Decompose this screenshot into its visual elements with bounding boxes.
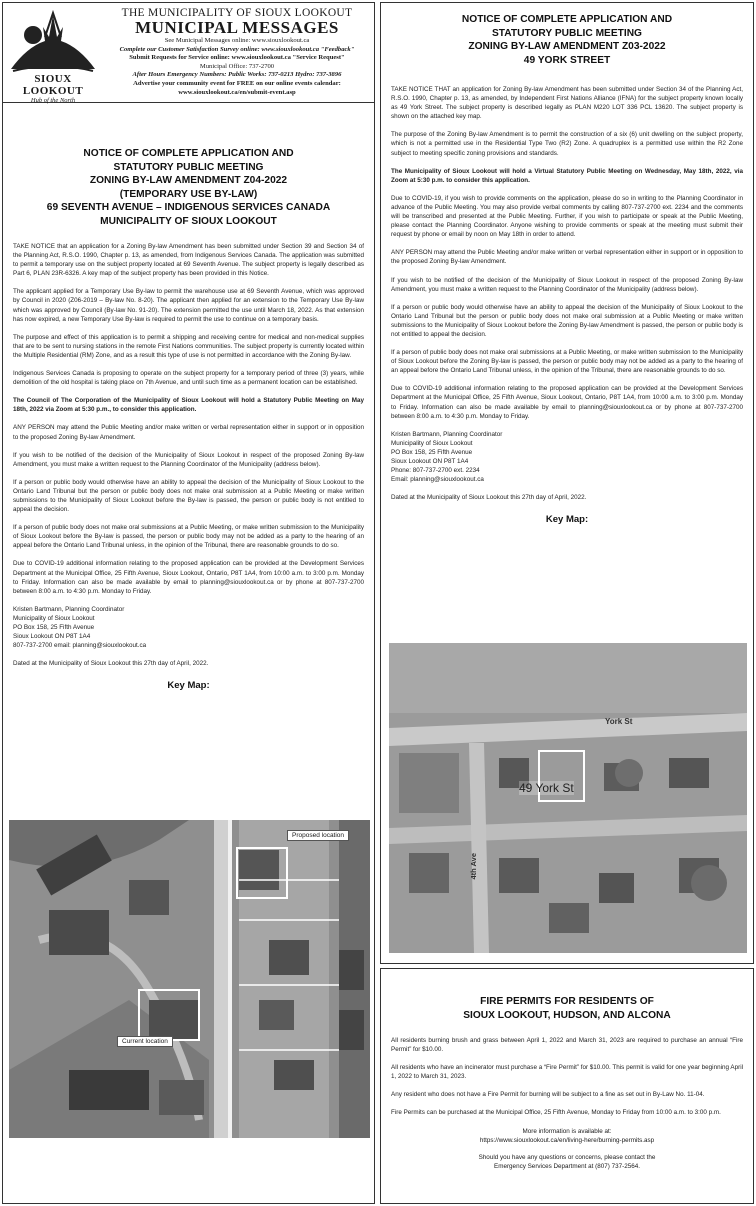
masthead (3, 3, 374, 103)
title-line: NOTICE OF COMPLETE APPLICATION AND (83, 148, 294, 159)
notice-paragraph: The purpose and effect of this application is to permit a shipping and receiving centre for medical and non-medical supplies that are to be sent to nursing stations in the remote First Nations communities. The subject property is currently located within the Multiple Residential (RM) Zone, and as a result this type of use is not permitted in accordance with the Zoning By-law. (13, 333, 364, 359)
notice-paragraph-meeting: The Municipality of Sioux Lookout will hold a Virtual Statutory Public Meeting on Wednesday, May 18th, 2022, via Zoom at 5:30 p.m. to consider this application. (391, 167, 743, 184)
contact-line: Municipality of Sioux Lookout (13, 614, 95, 622)
key-map-title: Key Map: (545, 513, 589, 525)
notice-paragraph: If you wish to be notified of the decision of the Municipality of Sioux Lookout in respect of the proposed Zoning By-law Amendment, you must make a written request to the Planning Coordinator of the Municipality (address below). (391, 276, 743, 293)
masthead-text (103, 7, 371, 97)
masthead-line: After Hours Emergency Numbers: Public Works: 737-0213 Hydro: 737-3896 (132, 71, 342, 79)
contact-line: Email: planning@siouxlookout.ca (391, 475, 484, 483)
notice-paragraph: If a person or public body would otherwise have an ability to appeal the decision of the Municipality of Sioux Lookout to the Ontario Land Tribunal but the person or public body does not make oral submission at a Public Meeting or make written submissions to the Municipality of Sioux Lookout before the By-law is passed, the person or public body is not entitled to appeal the decision. (13, 478, 364, 514)
questions-line: Emergency Services Department at (807) 737-2564. (494, 1162, 640, 1170)
dated-line: Dated at the Municipality of Sioux Lookout this 27th day of April, 2022. (391, 493, 587, 501)
key-map-title: Key Map: (167, 679, 210, 691)
masthead-line: Submit Requests for Service online: www.siouxlookout.ca "Service Request" (129, 54, 345, 62)
current-location-label: Current location (117, 1036, 173, 1047)
notice-paragraph: Due to COVID-19 additional information relating to the proposed application can be provided at the Development Services Department at the Municipal Office, 25 Fifth Avenue, Sioux Lookout, Ontario, P8T 1A4, from 10:00 a.m. to 3:00 p.m. Monday to Friday. Information can also be made available by email to planning@siouxlookout.ca or by phone at 807-737-2700 between 8:00 a.m. to 4:30 p.m. Monday to Friday. (13, 560, 364, 595)
key-map-right (389, 643, 747, 953)
title-line: ZONING BY-LAW AMENDMENT Z04-2022 (89, 175, 288, 186)
notice-paragraph: If a person of public body does not make oral submissions at a Public Meeting, or make written submission to the Municipality of Sioux Lookout before the Zoning By-law is passed, the person or public body may not be added as a party to the hearing of an appeal before the Ontario Land Tribunal unless, in the opinion of the Tribunal, there are reasonable grounds to do so. (391, 349, 743, 375)
masthead-line: Advertise your community event for FREE on our online events calendar: (133, 79, 341, 87)
contact-line: Sioux Lookout ON P8T 1A4 (391, 457, 469, 465)
notice-right (381, 3, 753, 525)
title-line: ZONING BY-LAW AMENDMENT Z03-2022 (468, 41, 666, 52)
questions-line: Should you have any questions or concerns, please contact the (478, 1153, 656, 1161)
title-line: FIRE PERMITS FOR RESIDENTS OF (480, 996, 654, 1007)
title-line: STATUTORY PUBLIC MEETING (113, 161, 264, 173)
title-line: STATUTORY PUBLIC MEETING (492, 27, 642, 39)
fire-permits-notice (380, 968, 754, 1204)
questions-block (391, 1153, 743, 1171)
title-line: 49 YORK STREET (523, 54, 611, 66)
notice-paragraph: Due to COVID-19, if you wish to provide comments on the application, please do so in writing to the Planning Coordinator in advance of the Public Meeting. You may also provide verbal comments by calling 807-737-2700 ext. 2234 and the comments will be transcribed and presented at the Public Meeting. Further, if you wish to participate or speak at the Public Meeting, please contact the Planning Coordinator. Anyone wishing to provide comments or speak at the meeting must submit their request by phone or email by noon on May 18th in order to attend. (391, 194, 743, 239)
proposed-location-label: Proposed location (287, 830, 349, 841)
property-label: 49 York St (519, 781, 574, 795)
notice-paragraph: If you wish to be notified of the decision of the Municipality of Sioux Lookout in respect of the proposed Zoning By-law Amendment, you must make a written request to the Planning Coordinator of the Municipality (address below). (13, 451, 364, 468)
dated-line: Dated at the Municipality of Sioux Lookout this 27th day of April, 2022. (13, 659, 209, 667)
fire-paragraph: All residents burning brush and grass between April 1, 2022 and March 31, 2023 are required to purchase an annual “Fire Permit” for $10.00. (391, 1037, 743, 1054)
notice-paragraph: If a person of public body does not make oral submissions at a Public Meeting, or make written submission to the Municipality of Sioux Lookout before the By-law is passed, the person or public body may not be added as a party to the hearing of an appeal before the Ontario Land Tribunal unless, in the opinion of the Tribunal, there are reasonable grounds to do so. (13, 524, 364, 550)
notice-paragraph: TAKE NOTICE that an application for a Zoning By-law Amendment has been submitted under Section 39 and Section 34 of the Planning Act, R.S.O. 1990, Chapter p. 13, as amended, from Indigenous Services Canada. The application was submitted to permit a temporary use on the subject property located at 69 Seventh Avenue. The subject property is legally described as Part 6, PLAN 23R-6326. A key map of the subject property has been provided in this Notice. (13, 243, 364, 278)
more-info-link[interactable]: https://www.siouxlookout.ca/en/living-here/burning-permits.asp (479, 1136, 655, 1144)
key-map-left (9, 820, 370, 1138)
contact-line: Kristen Bartmann, Planning Coordinator (13, 605, 125, 613)
title-line: 69 SEVENTH AVENUE – INDIGENOUS SERVICES CANADA (46, 202, 331, 213)
title-line: NOTICE OF COMPLETE APPLICATION AND (461, 14, 673, 25)
notice-left (3, 103, 374, 691)
contact-line: Phone: 807-737-2700 ext. 2234 (391, 466, 480, 474)
masthead-title: MUNICIPAL MESSAGES (135, 18, 339, 37)
notice-paragraph: Indigenous Services Canada is proposing to operate on the subject property for a temporary period of three (3) years, while demolition of the old hospital is taking place on 7th Avenue, and until such time as a permanent location can be established. (13, 370, 364, 387)
contact-line: PO Box 158, 25 Fifth Avenue (13, 623, 95, 631)
notice-paragraph: The purpose of the Zoning By-law Amendment is to permit the construction of a six (6) unit dwelling on the subject property, which is not a permitted use in the Residential Type Two (R2) Zone. A quadruplex is a permitted use within the R2 Zone subject to meeting specific zoning provisions and standards. (391, 131, 743, 157)
masthead-top-line: THE MUNICIPALITY OF SIOUX LOOKOUT (121, 7, 353, 19)
logo-name: SIOUX LOOKOUT (22, 73, 84, 97)
masthead-line: Municipal Office: 737-2700 (199, 62, 275, 70)
aerial-map-right (389, 643, 747, 953)
notice-paragraph: ANY PERSON may attend the Public Meeting and/or make written or verbal representation either in support or in opposition to the proposed Zoning By-law Amendment. (13, 424, 364, 441)
contact-block (13, 605, 364, 650)
notice-paragraph: If a person or public body would otherwise have an ability to appeal the decision of the Municipality of Sioux Lookout to the Ontario Land Tribunal but the person or public body does not make oral submission at a Public Meeting or make written submissions to the Municipality of Sioux Lookout before the Zoning By-law Amendment is passed, the person or public body is not entitled to appeal the decision. (391, 303, 743, 338)
notice-paragraph: The applicant applied for a Temporary Use By-law to permit the warehouse use at 69 Seventh Avenue, which was approved by Council in 2020 (Z06-2019 – By-law No. 8-20). The applicant then applied for an extension to the Temporary Use By-law which was approved by Council (By-law No. 91-20). The extension permitted the use until March 18, 2022. As that extension has now expired, a new Temporary Use By-law is required to permit the use to continue on a temporary basis. (13, 288, 364, 323)
more-info-line: More information is available at: (522, 1127, 612, 1135)
left-column (2, 2, 375, 1204)
contact-line: Municipality of Sioux Lookout (391, 439, 473, 447)
logo-text (7, 73, 99, 104)
fire-permits-title (391, 995, 743, 1022)
more-info-block (391, 1127, 743, 1145)
contact-line: Kristen Bartmann, Planning Coordinator (391, 430, 503, 438)
masthead-line: See Municipal Messages online: www.siouxlookout.ca (164, 37, 310, 44)
masthead-line: www.siouxlookout.ca/en/submit-event.asp (178, 88, 296, 96)
title-line: (TEMPORARY USE BY-LAW) (119, 188, 258, 200)
fire-paragraph: Any resident who does not have a Fire Permit for burning will be subject to a fine as set out in By-Law No. 11-04. (391, 1091, 705, 1099)
logo-tagline: Hub of the North (30, 97, 76, 104)
york-st-label: York St (605, 717, 633, 726)
fourth-ave-label: 4th Ave (469, 853, 478, 880)
notice-right-title (391, 13, 743, 67)
fire-paragraph: Fire Permits can be purchased at the Municipal Office, 25 Fifth Avenue, Monday to Friday from 10:00 a.m. to 3:00 p.m. (391, 1109, 721, 1117)
notice-paragraph-meeting: The Council of The Corporation of the Municipality of Sioux Lookout will hold a Statutory Public Meeting on May 18th, 2022 via Zoom at 5:30 p.m., to consider this application. (13, 397, 364, 414)
contact-line: PO Box 158, 25 Fifth Avenue (391, 448, 473, 456)
masthead-line: Complete our Customer Satisfaction Survey online: www.siouxlookout.ca "Feedback" (119, 45, 355, 53)
contact-line: 807-737-2700 email: planning@siouxlookout.ca (13, 641, 147, 649)
title-line: SIOUX LOOKOUT, HUDSON, AND ALCONA (463, 1009, 671, 1021)
title-line: MUNICIPALITY OF SIOUX LOOKOUT (100, 215, 277, 227)
fire-paragraph: All residents who have an incinerator must purchase a “Fire Permit” for $10.00. This permit is valid for one year beginning April 1, 2022 to March 31, 2023. (391, 1064, 743, 1081)
notice-paragraph: Due to COVID-19 additional information relating to the proposed application can be provided at the Development Services Department at the Municipal Office, 25 Fifth Avenue, Sioux Lookout, Ontario, P8T 1A4, from 10:00 a.m. to 3:00 p.m. Monday to Friday. Information can also be made available by email to planning@siouxlookout.ca or by phone at 807-737-2700 between 8:00 a.m. to 4:30 p.m. Monday to Friday. (391, 385, 743, 420)
contact-line: Sioux Lookout ON P8T 1A4 (13, 632, 91, 640)
contact-block (391, 430, 743, 484)
notice-paragraph: TAKE NOTICE THAT an application for Zoning By-law Amendment has been submitted under Section 34 of the Planning Act, R.S.O. 1990, Chapter p. 13, as amended, by Independent First Nations Alliance (IFNA) for the subject property known locally as 49 York Street. The subject property is described legally as PLAN M220 LOT 336 PCL 13620. The subject property is shown on the attached key map. (391, 86, 743, 121)
notice-paragraph: ANY PERSON may attend the Public Meeting and/or make written or verbal representation either in support or in opposition to the proposed Zoning By-law Amendment. (391, 249, 743, 266)
notice-left-title (13, 147, 364, 228)
right-top-column (380, 2, 754, 964)
aerial-map-left (9, 820, 370, 1138)
